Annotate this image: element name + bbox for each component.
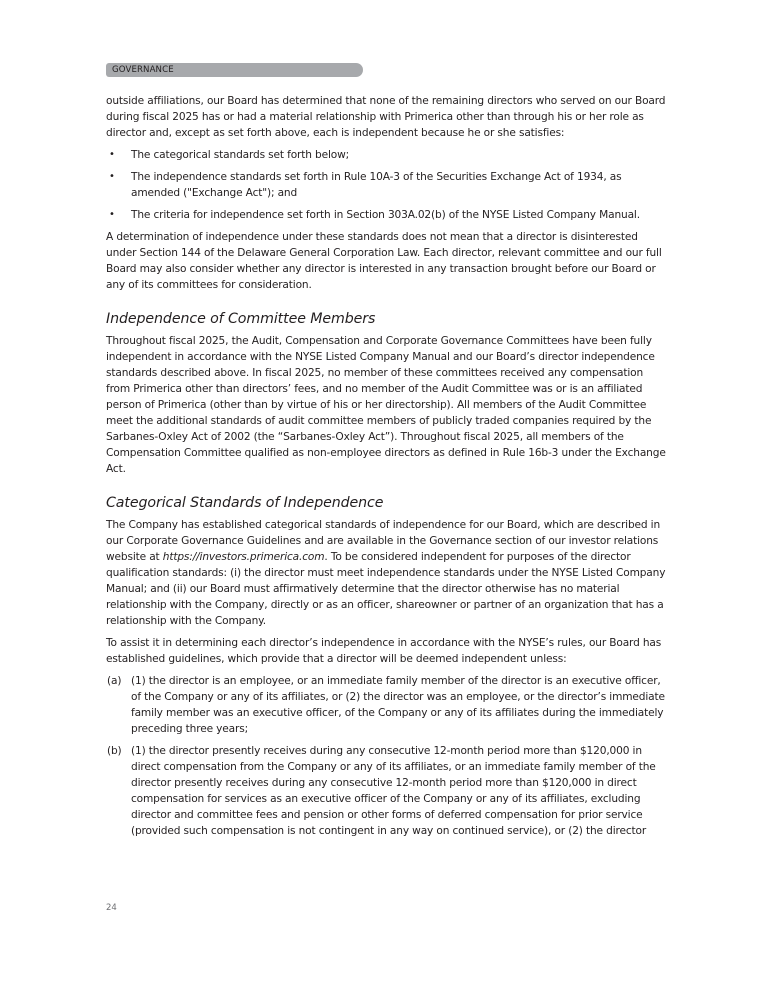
list-item [106, 147, 666, 163]
independence-guidelines-list [106, 673, 666, 839]
list-item-text: The categorical standards set forth below; [131, 149, 350, 161]
categorical-standards-heading: Categorical Standards of Independence [106, 495, 384, 511]
list-item [106, 743, 666, 839]
bullet-icon: • [109, 209, 115, 220]
bullet-icon: • [109, 171, 115, 182]
list-item [106, 207, 666, 223]
list-marker: (a) [107, 675, 122, 687]
independence-criteria-list [106, 147, 666, 223]
committee-independence-heading: Independence of Committee Members [106, 311, 376, 327]
bullet-icon: • [109, 149, 115, 160]
page-number: 24 [106, 903, 117, 913]
section-label: GOVERNANCE [112, 65, 174, 75]
determination-paragraph: A determination of independence under these standards does not mean that a director is disinterested under Section 144 of the Delaware General Corporation Law. Each director, relevant committee and our full Board may also consider whether any director is interested in any transaction brought before our Board or any of its committees for consideration. [106, 231, 662, 291]
list-marker: (b) [107, 745, 122, 757]
paragraph-text: The Company has established categorical standards of independence for our Board, which are described in our Corporate Governance Guidelines and are available in the Governance section of our investor relations website at [106, 519, 661, 563]
intro-paragraph: outside affiliations, our Board has determined that none of the remaining directors who served on our Board during fiscal 2025 has or had a material relationship with Primerica other than through his or her role as director and, except as set forth above, each is independent because he or she satisfies: [106, 95, 666, 139]
list-item-text: The criteria for independence set forth in Section 303A.02(b) of the NYSE Listed Company Manual. [131, 209, 640, 221]
committee-independence-paragraph: Throughout fiscal 2025, the Audit, Compensation and Corporate Governance Committees have been fully independent in accordance with the NYSE Listed Company Manual and our Board’s director independence standards described above. In fiscal 2025, no member of these committees received any compensation from Primerica other than directors’ fees, and no member of the Audit Committee was or is an affiliated person of Primerica (other than by virtue of his or her directorship). All members of the Audit Committee meet the additional standards of audit committee members of publicly traded companies required by the Sarbanes-Oxley Act of 2002 (the “Sarbanes-Oxley Act”). Throughout fiscal 2025, all members of the Compensation Committee qualified as non-employee directors as defined in Rule 16b-3 under the Exchange Act. [106, 335, 666, 475]
paragraph-text: . To be considered independent for purposes of the director qualification standards: (i) the director must meet independence standards under the NYSE Listed Company Manual; and (ii) our Board must affirmatively determine that the director otherwise has no material relationship with the Company, directly or as an officer, shareowner or partner of an organization that has a relationship with the Company. [106, 551, 666, 627]
list-item-text: The independence standards set forth in Rule 10A-3 of the Securities Exchange Act of 1934, as amended ("Exchange Act"); and [131, 171, 622, 199]
list-item-text: (1) the director is an employee, or an immediate family member of the director is an executive officer, of the Company or any of its affiliates, or (2) the director was an employee, or the director’s immediate family member was an executive officer, of the Company or any of its affiliates during the immediately preceding three years; [131, 675, 665, 735]
guidelines-intro-paragraph: To assist it in determining each director’s independence in accordance with the NYSE’s rules, our Board has established guidelines, which provide that a director will be deemed independent unless: [106, 637, 662, 665]
section-banner [106, 63, 363, 77]
list-item [106, 673, 666, 737]
categorical-standards-paragraph [106, 517, 666, 629]
list-item [106, 169, 666, 201]
list-item-text: (1) the director presently receives during any consecutive 12-month period more than $120,000 in direct compensation from the Company or any of its affiliates, or an immediate family member of the director presently receives during any consecutive 12-month period more than $120,000 in direct compensation for services as an executive officer of the Company or any of its affiliates, excluding director and committee fees and pension or other forms of deferred compensation for prior service (provided such compensation is not contingent in any way on continued service), or (2) the director [131, 745, 656, 837]
investor-relations-link[interactable]: https://investors.primerica.com [162, 551, 325, 563]
page-content [106, 93, 666, 845]
